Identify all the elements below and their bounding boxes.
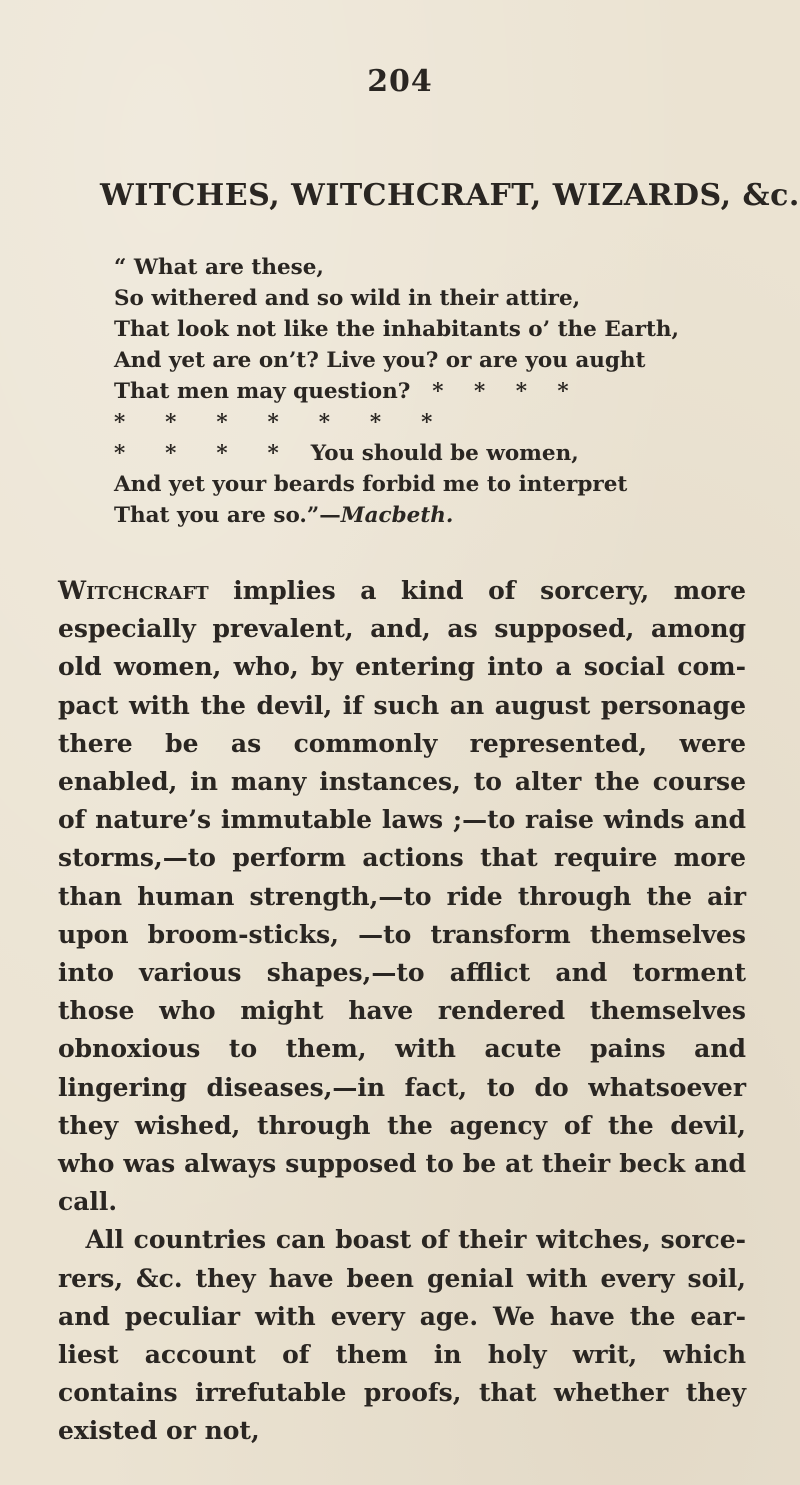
page-number: 204 xyxy=(367,64,433,99)
ellipsis-stars-a: * * * * xyxy=(432,379,571,404)
epigraph-line-5 xyxy=(114,376,714,407)
body-text xyxy=(58,572,746,1451)
epigraph-closing: That you are so.”— xyxy=(114,503,341,528)
epigraph-women: You should be women, xyxy=(310,441,579,466)
ellipsis-stars-b: * * * * * * * xyxy=(114,410,435,435)
epigraph-line-4: And yet are on’t? Live you? or are you aught xyxy=(114,348,646,373)
epigraph-line-8: And yet your beards forbid me to interpret xyxy=(114,472,628,497)
paragraph-1 xyxy=(58,572,746,1221)
epigraph-source: Macbeth. xyxy=(340,503,454,528)
epigraph-line-2: So withered and so wild in their attire, xyxy=(114,286,581,311)
paragraph-1-text: implies a kind of sorcery, more especially prevalent, and, as supposed, among old women, who, by entering into a social com-pact with the devil, if such an august personage there be as commonly represented, were enabled, in many instances, to alter the course of nature’s immutable laws ;—to raise winds and storms,—to perform actions that require more than human strength,—to ride through the air upon broom-sticks, —to transform themselves into various shapes,—to afflict and torment those who might have rendered themselves obnoxious to them, with acute pains and lingering diseases,—in fact, to do whatsoever they wished, through the agency of the devil, who was always supposed to be at their beck and call. xyxy=(58,576,746,1217)
epigraph-question: That men may question? xyxy=(114,379,411,404)
epigraph-line-9 xyxy=(114,500,714,531)
epigraph-line-1: “ What are these, xyxy=(114,255,324,280)
paragraph-lead-word: Witchcraft xyxy=(58,576,209,605)
epigraph-line-6 xyxy=(114,407,714,438)
chapter-title: WITCHES, WITCHCRAFT, WIZARDS, &c. xyxy=(100,178,800,213)
ellipsis-stars-c: * * * * xyxy=(114,441,281,466)
epigraph xyxy=(114,252,714,531)
paragraph-2: All countries can boast of their witches, sorce-rers, &c. they have been genial with every soil, and peculiar with every age. We have the ear-liest account of them in holy writ, which contains irrefutable proofs, that whether they existed or not, xyxy=(58,1225,746,1446)
epigraph-line-3: That look not like the inhabitants o’ the Earth, xyxy=(114,317,680,342)
epigraph-line-7 xyxy=(114,438,714,469)
